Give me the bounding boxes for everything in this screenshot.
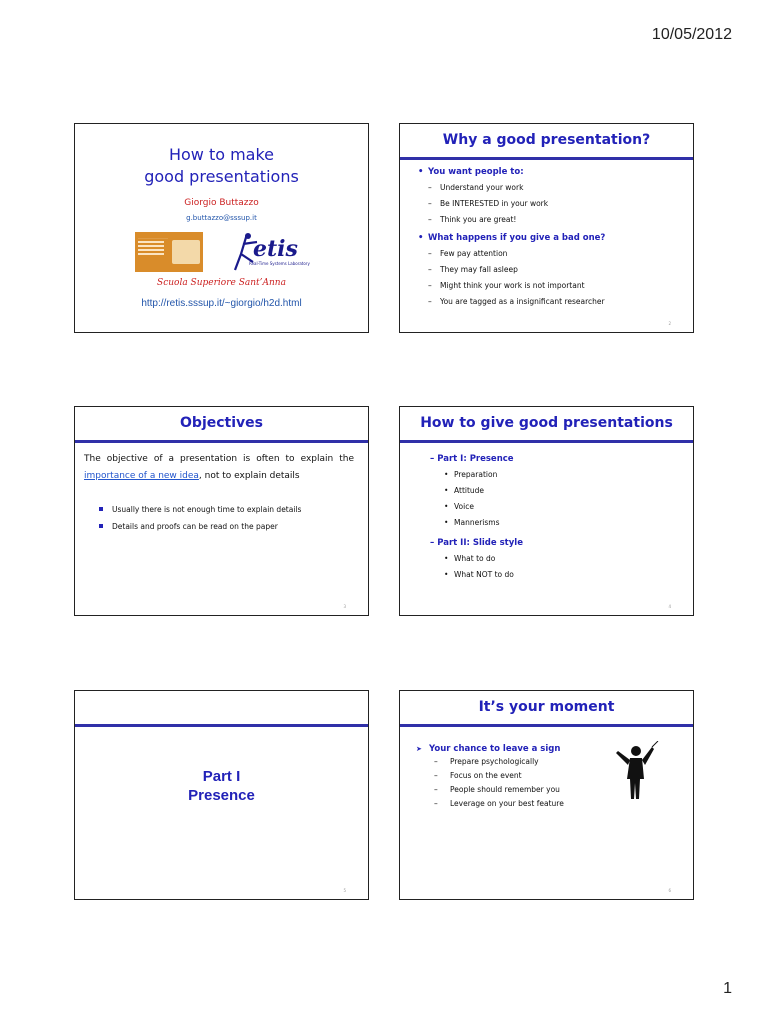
slide-title-page <box>74 123 369 333</box>
page-number: 1 <box>723 980 732 997</box>
sub-bullet: – People should remember you <box>434 783 685 797</box>
retis-logo <box>231 232 321 272</box>
sssup-logo <box>135 232 203 272</box>
header-date: 10/05/2012 <box>651 26 732 43</box>
part-heading: – Part I: Presence <box>430 453 685 465</box>
title-divider <box>400 157 693 160</box>
sub-bullet: – Prepare psychologically <box>434 755 685 769</box>
part-heading: – Part II: Slide style <box>430 537 685 549</box>
objective-paragraph <box>84 451 354 485</box>
title-divider <box>75 724 368 727</box>
square-bullet: Usually there is not enough time to explain details <box>99 501 360 518</box>
paragraph-text: The objective of a presentation is often to explain the <box>84 454 354 464</box>
section-title-line2: Presence <box>188 787 255 804</box>
bullet-heading-text: What happens if you give a bad one? <box>428 233 606 243</box>
highlight-link[interactable]: importance of a new idea <box>84 471 199 481</box>
sub-bullet: – Be INTERESTED in your work <box>428 196 685 212</box>
part-item: • Attitude <box>444 483 685 499</box>
retis-logo-text: etis <box>253 236 298 262</box>
slide-4-parts <box>430 453 685 589</box>
bullet-heading <box>418 232 685 310</box>
part-section <box>430 537 685 583</box>
part-item: • What to do <box>444 551 685 567</box>
bullet-heading <box>418 166 685 228</box>
retis-logo-subtitle: Real-Time Systems Laboratory <box>249 261 310 266</box>
presentation-url[interactable]: http://retis.sssup.it/~giorgio/h2d.html <box>141 298 302 309</box>
part-item: • Voice <box>444 499 685 515</box>
sub-bullet: – Think you are great! <box>428 212 685 228</box>
sub-bullet: – Understand your work <box>428 180 685 196</box>
slide-how-to-give <box>399 406 694 616</box>
slide-number: 4 <box>668 604 671 609</box>
sub-bullet: – They may fall asleep <box>428 262 685 278</box>
part-item: • What NOT to do <box>444 567 685 583</box>
part-section <box>430 453 685 531</box>
author-name: Giorgio Buttazzo <box>184 198 259 208</box>
paragraph-text: , not to explain details <box>198 471 300 481</box>
sub-bullet: – Focus on the event <box>434 769 685 783</box>
slide-number: 3 <box>343 604 346 609</box>
slide-2-title: Why a good presentation? <box>442 132 651 148</box>
slide-3-bullets <box>99 501 360 535</box>
slide-1-title-line1: How to make <box>168 145 275 164</box>
bullet-heading: ➤ Your chance to leave a sign <box>416 743 685 755</box>
slide-part-one <box>74 690 369 900</box>
section-title <box>75 767 368 805</box>
part-item: • Mannerisms <box>444 515 685 531</box>
school-name: Scuola Superiore Sant’Anna <box>157 278 286 288</box>
slide-objectives <box>74 406 369 616</box>
slide-number: 2 <box>668 321 671 326</box>
slide-4-title: How to give good presentations <box>420 415 673 431</box>
slide-number: 6 <box>668 888 671 893</box>
title-divider <box>400 440 693 443</box>
title-divider <box>400 724 693 727</box>
sub-bullet: – Few pay attention <box>428 246 685 262</box>
slide-number: 5 <box>343 888 346 893</box>
bullet-heading-text: You want people to: <box>428 167 524 177</box>
slide-2-bullets <box>418 166 685 314</box>
title-divider <box>75 440 368 443</box>
slide-6-title: It’s your moment <box>478 699 615 715</box>
author-email: g.buttazzo@sssup.it <box>186 214 257 222</box>
part-item: • Preparation <box>444 467 685 483</box>
sub-bullet: – You are tagged as a insignificant researcher <box>428 294 685 310</box>
section-title-line1: Part I <box>202 768 241 785</box>
sub-bullet: – Might think your work is not important <box>428 278 685 294</box>
sub-bullet: – Leverage on your best feature <box>434 797 685 811</box>
slide-1-title-line2: good presentations <box>144 167 299 186</box>
slide-your-moment <box>399 690 694 900</box>
slide-1-title <box>75 144 368 188</box>
slide-3-title: Objectives <box>180 415 263 431</box>
square-bullet: Details and proofs can be read on the paper <box>99 518 360 535</box>
conductor-icon <box>610 741 660 803</box>
slide-why-good-presentation <box>399 123 694 333</box>
